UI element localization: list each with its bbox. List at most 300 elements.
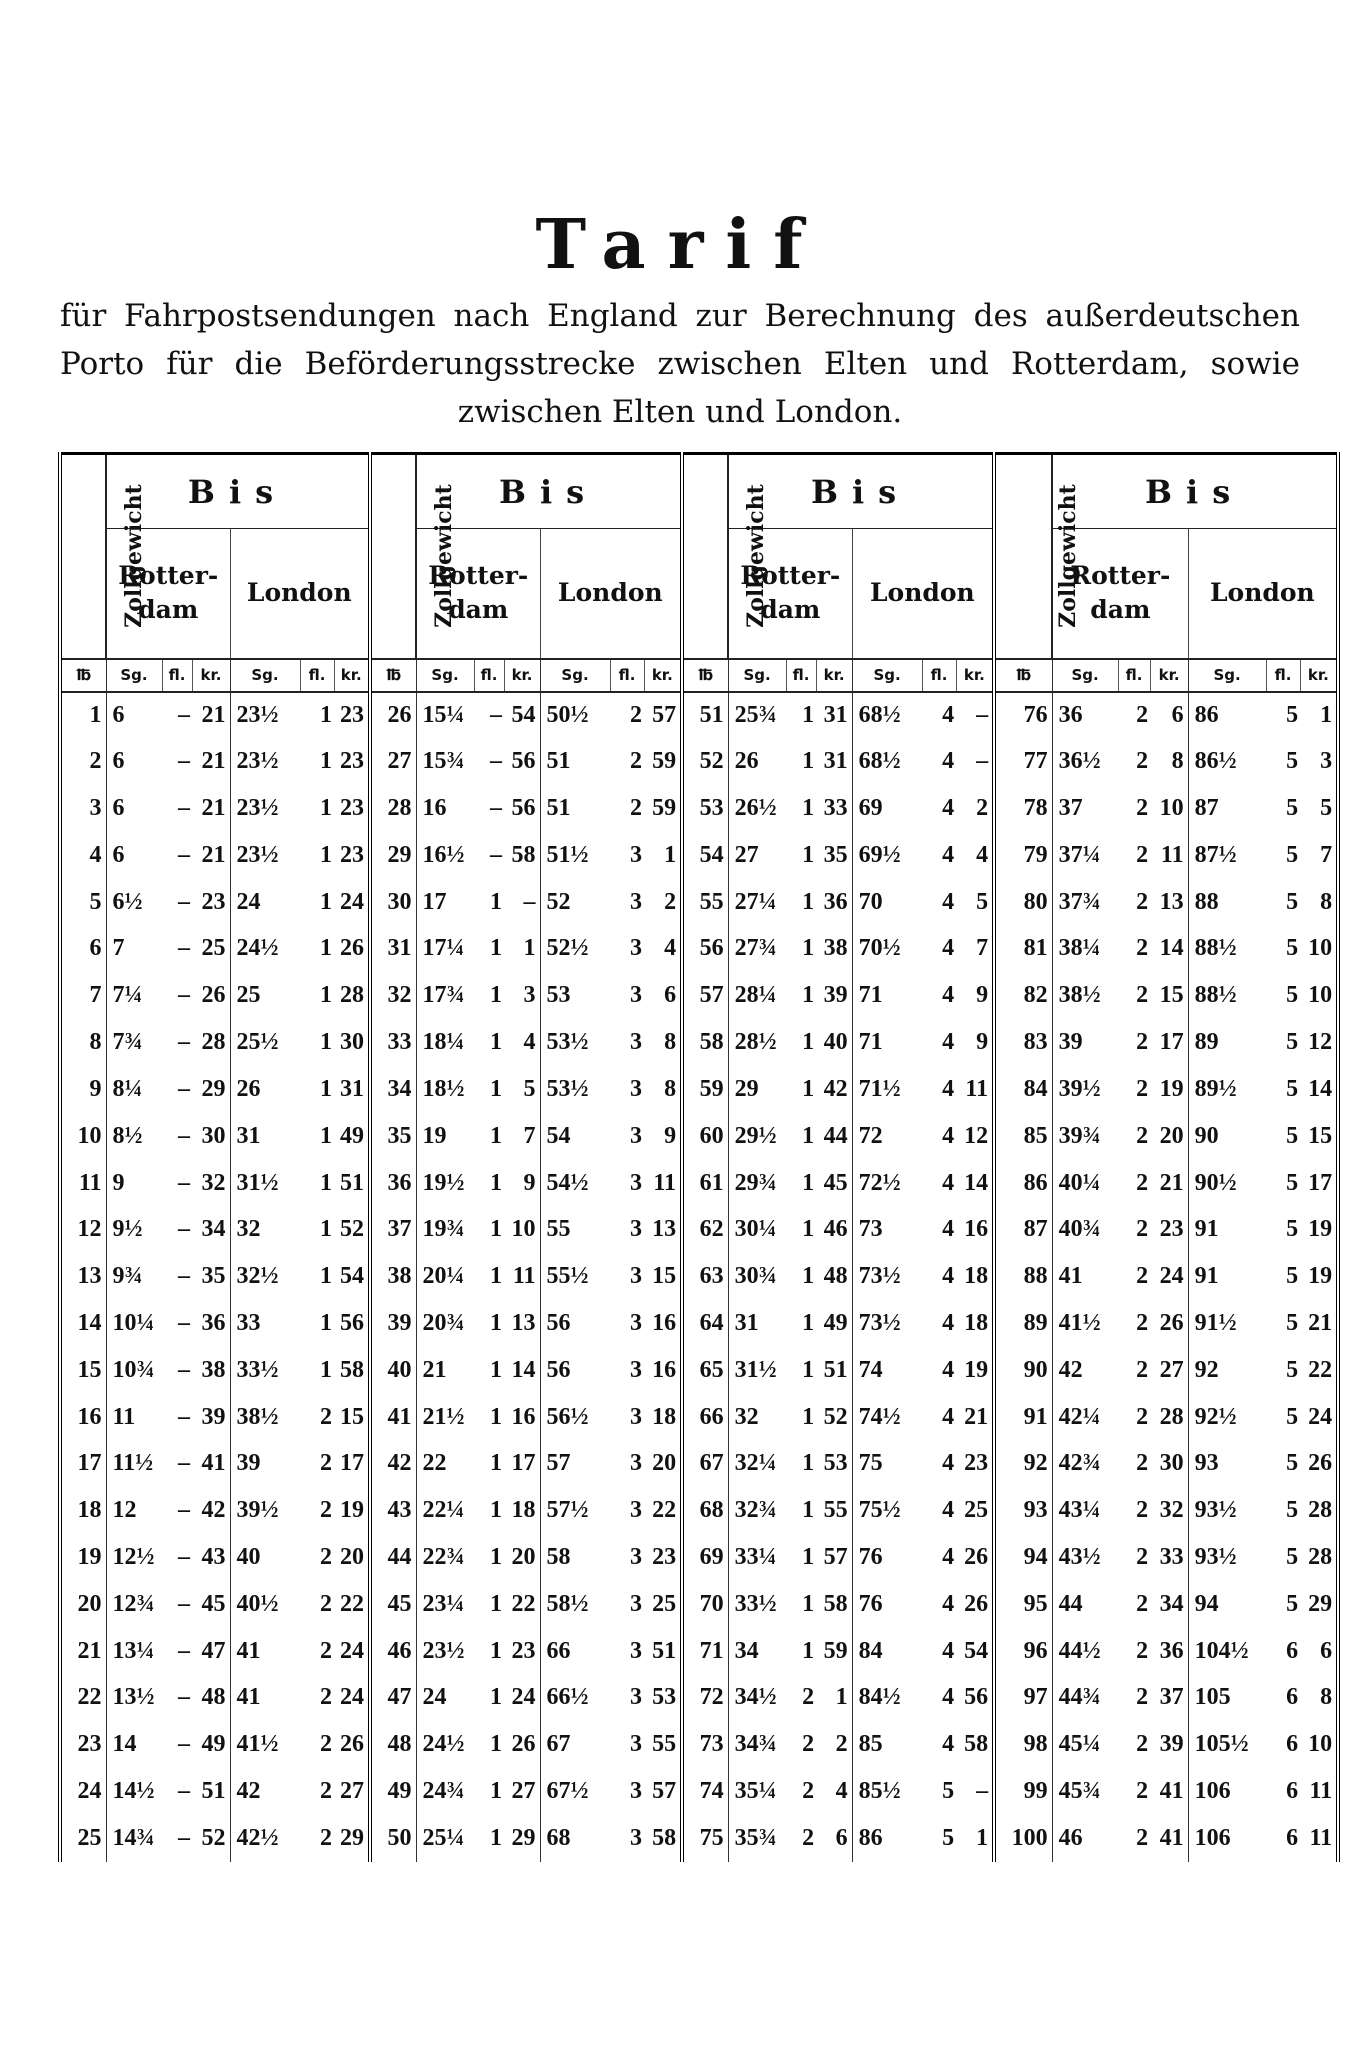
london-header: London bbox=[1188, 529, 1338, 659]
london-sg-cell: 67½ bbox=[546, 1778, 589, 1805]
weight-cell: 34 bbox=[370, 1066, 416, 1113]
london-fl-cell: 2 bbox=[630, 795, 643, 822]
table-row bbox=[60, 1160, 1338, 1207]
table-row bbox=[60, 1394, 1338, 1441]
london-kr-cell: 26 bbox=[964, 1590, 989, 1617]
weight-cell: 53 bbox=[682, 785, 728, 832]
rotterdam-kr-cell: 13 bbox=[504, 1300, 540, 1347]
rotterdam-sg-cell: 17 bbox=[422, 888, 447, 915]
rotterdam-fl-cell: 1 bbox=[802, 1356, 815, 1383]
weight-cell: 37 bbox=[370, 1206, 416, 1253]
weight-cell: 67 bbox=[682, 1441, 728, 1488]
weight-cell: 89 bbox=[994, 1300, 1052, 1347]
weight-cell: 96 bbox=[994, 1628, 1052, 1675]
weight-cell: 56 bbox=[682, 926, 728, 973]
london-fl-cell: 1 bbox=[320, 841, 332, 868]
weight-cell: 27 bbox=[370, 738, 416, 785]
weight-header-label: Zollgewicht bbox=[1054, 484, 1081, 629]
rotterdam-fl-cell: – bbox=[178, 982, 190, 1009]
london-kr-cell: 24 bbox=[340, 1637, 365, 1664]
rotterdam-fl-cell: 1 bbox=[802, 1590, 815, 1617]
london-sg-cell: 87 bbox=[1194, 795, 1219, 822]
london-kr-cell: 16 bbox=[652, 1356, 677, 1383]
london-fl-cell: 5 bbox=[1286, 701, 1299, 728]
weight-cell: 30 bbox=[370, 879, 416, 926]
rotterdam-kr-cell: 8 bbox=[1150, 738, 1188, 785]
rotterdam-kr-cell: 19 bbox=[1150, 1066, 1188, 1113]
london-sg-cell: 89½ bbox=[1194, 1075, 1237, 1102]
rotterdam-fl-cell: 1 bbox=[490, 1544, 503, 1571]
london-fl-cell: 5 bbox=[1286, 1075, 1299, 1102]
london-kr-cell: 23 bbox=[340, 701, 365, 728]
rotterdam-kr-cell: 1 bbox=[816, 1675, 852, 1722]
london-kr-cell: 12 bbox=[964, 1122, 989, 1149]
unit-kr: kr. bbox=[1300, 659, 1338, 692]
london-fl-cell: 5 bbox=[1286, 1356, 1299, 1383]
rotterdam-kr-cell: 26 bbox=[504, 1721, 540, 1768]
london-kr-cell: 1 bbox=[664, 841, 677, 868]
rotterdam-kr-cell: 22 bbox=[504, 1581, 540, 1628]
london-sg-cell: 39 bbox=[236, 1450, 261, 1477]
london-fl-cell: 4 bbox=[942, 795, 955, 822]
london-fl-cell: 3 bbox=[630, 1731, 643, 1758]
table-row bbox=[60, 1534, 1338, 1581]
london-fl-cell: 4 bbox=[942, 748, 955, 775]
weight-cell: 97 bbox=[994, 1675, 1052, 1722]
unit-kr: kr. bbox=[192, 659, 230, 692]
rotterdam-fl-cell: 1 bbox=[802, 1544, 815, 1571]
rotterdam-fl-cell: – bbox=[490, 841, 503, 868]
london-kr-cell: 9 bbox=[664, 1122, 677, 1149]
table-row bbox=[60, 1113, 1338, 1160]
unit-kr: kr. bbox=[334, 659, 370, 692]
rotterdam-fl-cell: 1 bbox=[490, 1309, 503, 1336]
rotterdam-fl-cell: 1 bbox=[490, 1356, 503, 1383]
rotterdam-kr-cell: 51 bbox=[192, 1768, 230, 1815]
rotterdam-fl-cell: – bbox=[178, 701, 190, 728]
london-kr-cell: 14 bbox=[1300, 1066, 1338, 1113]
weight-cell: 90 bbox=[994, 1347, 1052, 1394]
london-kr-cell: 4 bbox=[976, 841, 989, 868]
london-sg-cell: 91 bbox=[1194, 1263, 1219, 1290]
rotterdam-kr-cell: 11 bbox=[1150, 832, 1188, 879]
rotterdam-fl-cell: 1 bbox=[490, 1403, 503, 1430]
london-kr-cell: 31 bbox=[340, 1075, 365, 1102]
weight-cell: 20 bbox=[60, 1581, 106, 1628]
london-sg-cell: 53½ bbox=[546, 1075, 589, 1102]
london-kr-cell: 15 bbox=[340, 1403, 365, 1430]
london-kr-cell: 21 bbox=[964, 1403, 989, 1430]
london-header: London bbox=[246, 578, 352, 608]
rotterdam-kr-cell: 17 bbox=[1150, 1019, 1188, 1066]
weight-cell: 79 bbox=[994, 832, 1052, 879]
london-fl-cell: 2 bbox=[320, 1825, 332, 1851]
weight-cell: 60 bbox=[682, 1113, 728, 1160]
rotterdam-fl-cell: 1 bbox=[802, 701, 815, 728]
rotterdam-sg-cell: 42 bbox=[1058, 1356, 1083, 1383]
weight-cell: 6 bbox=[60, 926, 106, 973]
rotterdam-sg-cell: 8½ bbox=[112, 1122, 143, 1149]
rotterdam-fl-cell: – bbox=[178, 1637, 190, 1664]
unit-fl: fl. bbox=[786, 659, 816, 692]
london-kr-cell: 58 bbox=[340, 1356, 365, 1383]
weight-cell: 24 bbox=[60, 1768, 106, 1815]
table-row bbox=[60, 738, 1338, 785]
rotterdam-sg-cell: 21 bbox=[422, 1356, 447, 1383]
london-kr-cell: 16 bbox=[652, 1309, 677, 1336]
london-sg-cell: 56 bbox=[546, 1309, 571, 1336]
london-fl-cell: 3 bbox=[630, 1075, 643, 1102]
london-kr-cell: – bbox=[976, 701, 989, 728]
unit-sg: Sg. bbox=[1052, 659, 1118, 692]
london-kr-cell: 17 bbox=[340, 1450, 365, 1477]
rotterdam-fl-cell: 2 bbox=[1136, 1731, 1149, 1758]
unit-sg: Sg. bbox=[416, 659, 474, 692]
london-sg-cell: 73½ bbox=[858, 1309, 901, 1336]
london-fl-cell: 3 bbox=[630, 1403, 643, 1430]
unit-weight: ℔ bbox=[994, 659, 1052, 692]
rotterdam-kr-cell: 33 bbox=[816, 785, 852, 832]
rotterdam-sg-cell: 7 bbox=[112, 935, 125, 962]
weight-cell: 48 bbox=[370, 1721, 416, 1768]
rotterdam-fl-cell: 1 bbox=[802, 888, 815, 915]
rotterdam-kr-cell: 20 bbox=[1150, 1113, 1188, 1160]
rotterdam-fl-cell: 1 bbox=[802, 1497, 815, 1524]
weight-cell: 100 bbox=[994, 1815, 1052, 1862]
rotterdam-kr-cell: 24 bbox=[504, 1675, 540, 1722]
rotterdam-fl-cell: 1 bbox=[802, 748, 815, 775]
london-kr-cell: 18 bbox=[964, 1263, 989, 1290]
rotterdam-fl-cell: 1 bbox=[802, 1029, 815, 1056]
london-fl-cell: 2 bbox=[320, 1778, 332, 1805]
rotterdam-kr-cell: 14 bbox=[504, 1347, 540, 1394]
rotterdam-fl-cell: 1 bbox=[490, 1731, 503, 1758]
weight-cell: 83 bbox=[994, 1019, 1052, 1066]
table-row bbox=[60, 1253, 1338, 1300]
london-kr-cell: 56 bbox=[340, 1309, 365, 1336]
rotterdam-sg-cell: 27¾ bbox=[734, 935, 777, 962]
weight-cell: 87 bbox=[994, 1206, 1052, 1253]
london-kr-cell: 51 bbox=[340, 1169, 365, 1196]
rotterdam-fl-cell: 2 bbox=[1136, 1684, 1149, 1711]
weight-cell: 88 bbox=[994, 1253, 1052, 1300]
london-sg-cell: 33½ bbox=[236, 1356, 279, 1383]
rotterdam-fl-cell: 1 bbox=[490, 1216, 503, 1243]
rotterdam-sg-cell: 29½ bbox=[734, 1122, 777, 1149]
rotterdam-sg-cell: 10¼ bbox=[112, 1309, 155, 1336]
rotterdam-kr-cell: 14 bbox=[1150, 926, 1188, 973]
weight-cell: 38 bbox=[370, 1253, 416, 1300]
london-fl-cell: 3 bbox=[630, 1497, 643, 1524]
weight-cell: 57 bbox=[682, 972, 728, 1019]
weight-cell: 7 bbox=[60, 972, 106, 1019]
weight-cell: 21 bbox=[60, 1628, 106, 1675]
weight-cell: 8 bbox=[60, 1019, 106, 1066]
rotterdam-fl-cell: 1 bbox=[490, 1075, 503, 1102]
rotterdam-sg-cell: 23½ bbox=[422, 1637, 465, 1664]
rotterdam-kr-cell: 5 bbox=[504, 1066, 540, 1113]
london-sg-cell: 57½ bbox=[546, 1497, 589, 1524]
london-fl-cell: 2 bbox=[320, 1731, 332, 1758]
header-row-units bbox=[60, 659, 1338, 692]
weight-cell: 58 bbox=[682, 1019, 728, 1066]
london-fl-cell: 1 bbox=[320, 1075, 332, 1102]
rotterdam-sg-cell: 41½ bbox=[1058, 1309, 1101, 1336]
rotterdam-kr-cell: 58 bbox=[816, 1581, 852, 1628]
london-sg-cell: 73½ bbox=[858, 1263, 901, 1290]
london-kr-cell: 25 bbox=[964, 1497, 989, 1524]
london-kr-cell: 25 bbox=[652, 1590, 677, 1617]
rotterdam-kr-cell: 29 bbox=[192, 1066, 230, 1113]
london-fl-cell: 3 bbox=[630, 1544, 643, 1571]
rotterdam-kr-cell: 43 bbox=[192, 1534, 230, 1581]
london-sg-cell: 75½ bbox=[858, 1497, 901, 1524]
rotterdam-sg-cell: 22¾ bbox=[422, 1544, 465, 1571]
rotterdam-kr-cell: 35 bbox=[192, 1253, 230, 1300]
london-fl-cell: 4 bbox=[942, 1450, 955, 1477]
rotterdam-kr-cell: 29 bbox=[504, 1815, 540, 1862]
unit-kr: kr. bbox=[644, 659, 682, 692]
rotterdam-sg-cell: 38½ bbox=[1058, 982, 1101, 1009]
london-kr-cell: 9 bbox=[976, 982, 989, 1009]
rotterdam-sg-cell: 8¼ bbox=[112, 1075, 143, 1102]
weight-cell: 14 bbox=[60, 1300, 106, 1347]
rotterdam-fl-cell: 2 bbox=[1136, 1309, 1149, 1336]
rotterdam-kr-cell: 34 bbox=[192, 1206, 230, 1253]
weight-cell: 23 bbox=[60, 1721, 106, 1768]
rotterdam-fl-cell: 1 bbox=[802, 1216, 815, 1243]
rotterdam-kr-cell: 23 bbox=[1150, 1206, 1188, 1253]
london-fl-cell: 5 bbox=[1286, 1169, 1299, 1196]
london-fl-cell: 3 bbox=[630, 1825, 643, 1851]
london-sg-cell: 84 bbox=[858, 1637, 883, 1664]
london-sg-cell: 57 bbox=[546, 1450, 571, 1477]
london-kr-cell: 14 bbox=[964, 1169, 989, 1196]
london-fl-cell: 5 bbox=[1286, 982, 1299, 1009]
london-fl-cell: 3 bbox=[630, 888, 643, 915]
rotterdam-sg-cell: 29 bbox=[734, 1075, 759, 1102]
table-row bbox=[60, 1581, 1338, 1628]
rotterdam-sg-cell: 11½ bbox=[112, 1450, 154, 1477]
london-fl-cell: 2 bbox=[630, 701, 643, 728]
rotterdam-kr-cell: 45 bbox=[816, 1160, 852, 1207]
london-fl-cell: 5 bbox=[942, 1825, 955, 1851]
london-fl-cell: 4 bbox=[942, 1497, 955, 1524]
london-sg-cell: 23½ bbox=[236, 795, 279, 822]
rotterdam-kr-cell: 40 bbox=[816, 1019, 852, 1066]
rotterdam-fl-cell: 2 bbox=[802, 1684, 815, 1711]
rotterdam-sg-cell: 6 bbox=[112, 701, 125, 728]
london-kr-cell: 19 bbox=[964, 1356, 989, 1383]
london-fl-cell: 1 bbox=[320, 795, 332, 822]
rotterdam-kr-cell: 52 bbox=[816, 1394, 852, 1441]
london-sg-cell: 90 bbox=[1194, 1122, 1219, 1149]
weight-cell: 92 bbox=[994, 1441, 1052, 1488]
page-title: Tarif bbox=[535, 205, 825, 285]
table-row bbox=[60, 1675, 1338, 1722]
rotterdam-kr-cell: 3 bbox=[504, 972, 540, 1019]
london-sg-cell: 56½ bbox=[546, 1403, 589, 1430]
london-sg-cell: 94 bbox=[1194, 1590, 1219, 1617]
weight-cell: 16 bbox=[60, 1394, 106, 1441]
london-kr-cell: 54 bbox=[340, 1263, 365, 1290]
london-fl-cell: 3 bbox=[630, 1684, 643, 1711]
rotterdam-header: Rotter- dam bbox=[1052, 529, 1188, 659]
rotterdam-fl-cell: 1 bbox=[802, 1403, 815, 1430]
weight-cell: 75 bbox=[682, 1815, 728, 1862]
london-kr-cell: 29 bbox=[340, 1825, 365, 1851]
rotterdam-kr-cell: 49 bbox=[192, 1721, 230, 1768]
rotterdam-kr-cell: 27 bbox=[1150, 1347, 1188, 1394]
london-sg-cell: 86½ bbox=[1194, 748, 1237, 775]
rotterdam-sg-cell: 31 bbox=[734, 1309, 759, 1336]
rotterdam-sg-cell: 43¼ bbox=[1058, 1497, 1101, 1524]
rotterdam-sg-cell: 10¾ bbox=[112, 1356, 155, 1383]
london-fl-cell: 5 bbox=[1286, 1497, 1299, 1524]
london-fl-cell: 4 bbox=[942, 935, 955, 962]
london-kr-cell: 20 bbox=[340, 1544, 365, 1571]
unit-fl: fl. bbox=[610, 659, 644, 692]
rotterdam-fl-cell: 2 bbox=[1136, 748, 1149, 775]
london-kr-cell: 30 bbox=[340, 1029, 365, 1056]
rotterdam-fl-cell: 2 bbox=[1136, 1637, 1149, 1664]
weight-cell: 15 bbox=[60, 1347, 106, 1394]
london-kr-cell: 12 bbox=[1300, 1019, 1338, 1066]
london-fl-cell: 3 bbox=[630, 1263, 643, 1290]
weight-cell: 82 bbox=[994, 972, 1052, 1019]
london-kr-cell: 28 bbox=[1300, 1487, 1338, 1534]
rotterdam-sg-cell: 22 bbox=[422, 1450, 447, 1477]
rotterdam-kr-cell: 36 bbox=[1150, 1628, 1188, 1675]
london-fl-cell: 4 bbox=[942, 888, 955, 915]
weight-cell: 29 bbox=[370, 832, 416, 879]
london-sg-cell: 55 bbox=[546, 1216, 571, 1243]
london-sg-cell: 86 bbox=[1194, 701, 1219, 728]
weight-cell: 93 bbox=[994, 1487, 1052, 1534]
rotterdam-kr-cell: 30 bbox=[1150, 1441, 1188, 1488]
rotterdam-sg-cell: 40¾ bbox=[1058, 1216, 1101, 1243]
rotterdam-kr-cell: 10 bbox=[1150, 785, 1188, 832]
london-fl-cell: 4 bbox=[942, 701, 955, 728]
london-kr-cell: 26 bbox=[1300, 1441, 1338, 1488]
london-kr-cell: 58 bbox=[964, 1731, 989, 1758]
london-kr-cell: 23 bbox=[652, 1544, 677, 1571]
london-sg-cell: 23½ bbox=[236, 701, 279, 728]
rotterdam-kr-cell: 2 bbox=[816, 1721, 852, 1768]
london-fl-cell: 1 bbox=[320, 748, 332, 775]
london-fl-cell: 5 bbox=[1286, 935, 1299, 962]
london-kr-cell: 2 bbox=[976, 795, 989, 822]
weight-cell: 52 bbox=[682, 738, 728, 785]
london-kr-cell: 26 bbox=[340, 1731, 365, 1758]
london-fl-cell: 1 bbox=[320, 888, 332, 915]
weight-cell: 78 bbox=[994, 785, 1052, 832]
rotterdam-kr-cell: 4 bbox=[816, 1768, 852, 1815]
london-fl-cell: 3 bbox=[630, 1637, 643, 1664]
rotterdam-sg-cell: 20¾ bbox=[422, 1309, 465, 1336]
rotterdam-fl-cell: 1 bbox=[490, 935, 503, 962]
rotterdam-fl-cell: 2 bbox=[802, 1778, 815, 1805]
rotterdam-fl-cell: 1 bbox=[802, 1450, 815, 1477]
rotterdam-sg-cell: 24 bbox=[422, 1684, 447, 1711]
rotterdam-kr-cell: 56 bbox=[504, 785, 540, 832]
rotterdam-fl-cell: 2 bbox=[1136, 1216, 1149, 1243]
rotterdam-kr-cell: 39 bbox=[1150, 1721, 1188, 1768]
rotterdam-kr-cell: 25 bbox=[192, 926, 230, 973]
rotterdam-fl-cell: 1 bbox=[802, 1309, 815, 1336]
london-sg-cell: 23½ bbox=[236, 748, 279, 775]
rotterdam-kr-cell: 6 bbox=[1150, 692, 1188, 739]
rotterdam-fl-cell: 2 bbox=[1136, 1778, 1149, 1805]
weight-cell: 42 bbox=[370, 1441, 416, 1488]
rotterdam-kr-cell: 17 bbox=[504, 1441, 540, 1488]
london-sg-cell: 31½ bbox=[236, 1169, 279, 1196]
london-kr-cell: 53 bbox=[652, 1684, 677, 1711]
rotterdam-kr-cell: 11 bbox=[504, 1253, 540, 1300]
rotterdam-fl-cell: 1 bbox=[490, 1684, 503, 1711]
london-sg-cell: 86 bbox=[858, 1825, 883, 1851]
rotterdam-sg-cell: 45¾ bbox=[1058, 1778, 1101, 1805]
weight-cell: 76 bbox=[994, 692, 1052, 739]
london-kr-cell: 23 bbox=[340, 748, 365, 775]
table-row bbox=[60, 1768, 1338, 1815]
rotterdam-sg-cell: 16½ bbox=[422, 841, 465, 868]
london-sg-cell: 40½ bbox=[236, 1590, 279, 1617]
london-fl-cell: 6 bbox=[1286, 1731, 1299, 1758]
london-sg-cell: 71½ bbox=[858, 1075, 901, 1102]
weight-cell: 65 bbox=[682, 1347, 728, 1394]
weight-cell: 71 bbox=[682, 1628, 728, 1675]
london-kr-cell: 1 bbox=[1300, 692, 1338, 739]
rotterdam-fl-cell: 1 bbox=[802, 982, 815, 1009]
rotterdam-kr-cell: 48 bbox=[192, 1675, 230, 1722]
table-row bbox=[60, 692, 1338, 739]
unit-kr: kr. bbox=[956, 659, 994, 692]
weight-cell: 51 bbox=[682, 692, 728, 739]
london-sg-cell: 92½ bbox=[1194, 1403, 1237, 1430]
rotterdam-sg-cell: 37¾ bbox=[1058, 888, 1101, 915]
rotterdam-kr-cell: 26 bbox=[1150, 1300, 1188, 1347]
weight-cell: 12 bbox=[60, 1206, 106, 1253]
rotterdam-kr-cell: 52 bbox=[192, 1815, 230, 1862]
london-fl-cell: 1 bbox=[320, 1309, 332, 1336]
london-sg-cell: 58 bbox=[546, 1544, 571, 1571]
london-sg-cell: 104½ bbox=[1194, 1637, 1249, 1664]
london-kr-cell: 9 bbox=[976, 1029, 989, 1056]
rotterdam-fl-cell: – bbox=[178, 1029, 190, 1056]
rotterdam-kr-cell: 18 bbox=[504, 1487, 540, 1534]
rotterdam-kr-cell: 34 bbox=[1150, 1581, 1188, 1628]
table-row bbox=[60, 1019, 1338, 1066]
rotterdam-sg-cell: 36½ bbox=[1058, 748, 1101, 775]
london-fl-cell: 1 bbox=[320, 1216, 332, 1243]
rotterdam-sg-cell: 37 bbox=[1058, 795, 1083, 822]
london-fl-cell: 1 bbox=[320, 935, 332, 962]
table-row bbox=[60, 832, 1338, 879]
weight-cell: 33 bbox=[370, 1019, 416, 1066]
weight-cell: 66 bbox=[682, 1394, 728, 1441]
london-kr-cell: 16 bbox=[964, 1216, 989, 1243]
london-sg-cell: 68½ bbox=[858, 701, 901, 728]
london-sg-cell: 105½ bbox=[1194, 1731, 1249, 1758]
rotterdam-kr-cell: 48 bbox=[816, 1253, 852, 1300]
weight-cell: 36 bbox=[370, 1160, 416, 1207]
rotterdam-sg-cell: 45¼ bbox=[1058, 1731, 1101, 1758]
london-kr-cell: 6 bbox=[1300, 1628, 1338, 1675]
rotterdam-fl-cell: 1 bbox=[490, 1637, 503, 1664]
rotterdam-sg-cell: 7¼ bbox=[112, 982, 143, 1009]
bis-header: Bis bbox=[106, 454, 370, 529]
